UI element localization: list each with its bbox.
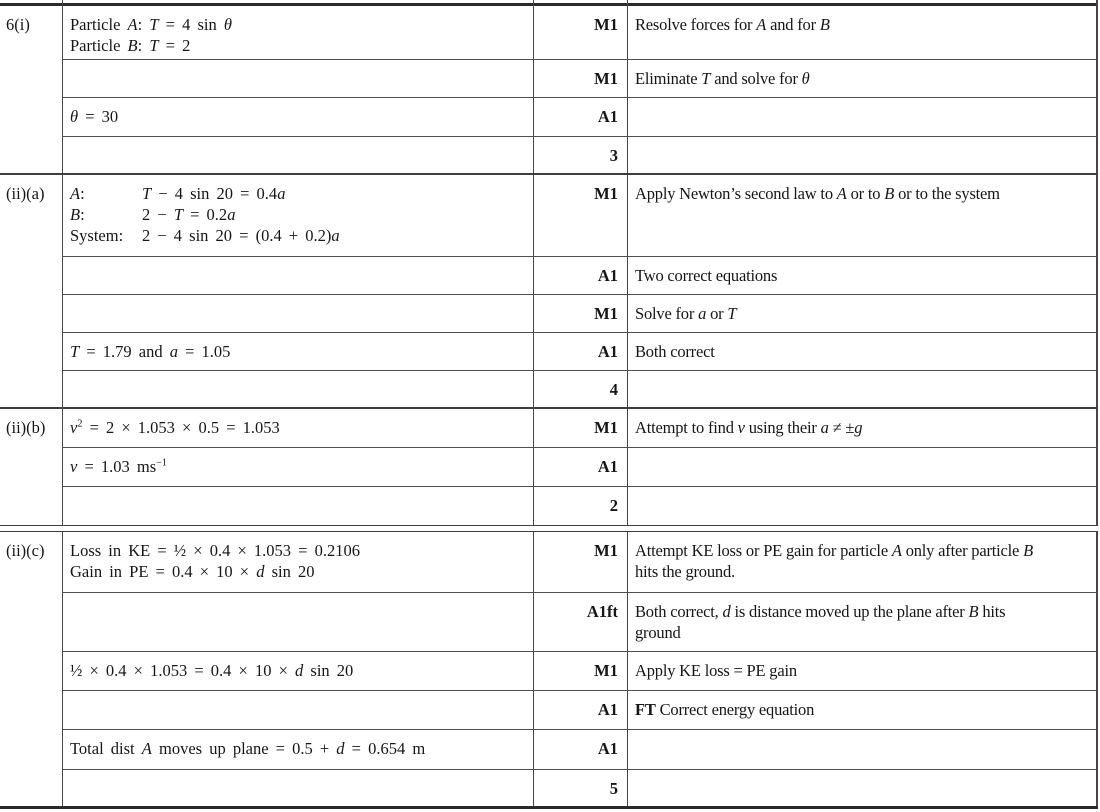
mark-cell: A1	[597, 700, 618, 719]
section-rows	[62, 532, 1098, 806]
answer-cell: Particle A: T = 4 sin θ Particle B: T = 2	[70, 15, 232, 55]
table-row	[62, 98, 1098, 137]
answer-cell	[62, 295, 533, 332]
mark-scheme-section	[0, 532, 1098, 806]
answer-cell	[62, 487, 533, 525]
guidance-cell: Resolve forces for A and for B	[635, 15, 830, 34]
mark-cell: 4	[609, 380, 618, 399]
mark-cell: A1	[597, 457, 618, 476]
guidance-cell	[627, 448, 1098, 486]
section-separator-double	[0, 525, 1098, 532]
answer-cell	[62, 60, 533, 97]
guidance-cell	[627, 730, 1098, 769]
table-row	[62, 333, 1098, 371]
table-row	[62, 295, 1098, 333]
answer-cell: θ = 30	[70, 107, 119, 126]
section-rows	[62, 175, 1098, 407]
table-row	[62, 6, 1098, 60]
table-row	[62, 409, 1098, 448]
mark-cell: M1	[594, 184, 618, 203]
guidance-cell: Both correct, d is distance moved up the plane after B hits ground	[635, 602, 1006, 642]
table-row	[62, 371, 1098, 407]
mark-cell: 3	[609, 146, 618, 165]
answer-cell	[62, 137, 533, 173]
guidance-cell: Apply Newton’s second law to A or to B or to the system	[635, 184, 1000, 203]
equation-label: B:	[70, 205, 85, 224]
mark-cell: M1	[594, 304, 618, 323]
mark-cell: A1	[597, 107, 618, 126]
question-label: (ii)(c)	[6, 541, 45, 560]
table-row	[62, 593, 1098, 652]
mark-cell: M1	[594, 418, 618, 437]
guidance-cell	[627, 770, 1098, 806]
mark-cell: 5	[609, 779, 618, 798]
table-row	[62, 487, 1098, 525]
guidance-cell	[627, 487, 1098, 525]
guidance-cell: FT Correct energy equation	[635, 700, 815, 719]
equation-label: System:	[70, 226, 124, 245]
table-row	[62, 60, 1098, 98]
guidance-cell: Two correct equations	[635, 266, 778, 285]
answer-cell	[62, 371, 533, 407]
equation-body: 2 − 4 sin 20 = (0.4 + 0.2)a	[142, 226, 340, 245]
table-row	[62, 730, 1098, 770]
mark-cell: M1	[594, 541, 618, 560]
mark-cell: A1ft	[586, 602, 618, 621]
guidance-cell: Eliminate T and solve for θ	[635, 69, 810, 88]
answer-cell: $v^2 = 2 \times 1.053 \times 0.5 = 1.053$	[70, 418, 280, 437]
mark-scheme-section	[0, 6, 1098, 173]
guidance-cell	[627, 371, 1098, 407]
table-row	[62, 691, 1098, 730]
question-label: (ii)(b)	[6, 418, 46, 437]
equation-line	[70, 225, 527, 246]
mark-scheme-section	[0, 409, 1098, 525]
equation-line	[70, 183, 527, 204]
mark-scheme-table	[0, 6, 1098, 806]
guidance-cell: Attempt KE loss or PE gain for particle A only after particle B hits the ground.	[635, 541, 1033, 581]
guidance-cell: Both correct	[635, 342, 715, 361]
answer-cell	[62, 593, 533, 651]
mark-cell: M1	[594, 661, 618, 680]
guidance-cell: Attempt to find v using their a ≠ ±g	[635, 418, 863, 437]
equation-body: T − 4 sin 20 = 0.4a	[142, 184, 286, 203]
mark-scheme-section	[0, 175, 1098, 407]
guidance-cell: Apply KE loss = PE gain	[635, 661, 797, 680]
answer-cell	[62, 257, 533, 294]
mark-cell: A1	[597, 266, 618, 285]
guidance-cell: Solve for a or T	[635, 304, 737, 323]
mark-cell: 2	[609, 496, 618, 515]
answer-cell: ½ × 0.4 × 1.053 = 0.4 × 10 × d sin 20	[70, 661, 354, 680]
answer-cell	[62, 175, 533, 256]
table-row	[62, 532, 1098, 593]
table-bottom-border	[0, 806, 1098, 809]
mark-cell: A1	[597, 739, 618, 758]
table-row	[62, 137, 1098, 173]
table-row	[62, 448, 1098, 487]
question-label: 6(i)	[6, 15, 30, 34]
table-row	[62, 175, 1098, 257]
mark-cell: A1	[597, 342, 618, 361]
table-row	[62, 652, 1098, 691]
section-rows	[62, 409, 1098, 525]
equation-body: 2 − T = 0.2a	[142, 205, 236, 224]
answer-cell: v = 1.03 $ms^{-1}$	[70, 457, 168, 476]
answer-cell: Total dist A moves up plane = 0.5 + d = 0.654 m	[70, 739, 426, 758]
answer-cell: T = 1.79 and a = 1.05	[70, 342, 231, 361]
equation-line	[70, 204, 527, 225]
section-rows	[62, 6, 1098, 173]
table-row	[62, 770, 1098, 806]
guidance-cell	[627, 137, 1098, 173]
table-row	[62, 257, 1098, 295]
mark-cell: M1	[594, 69, 618, 88]
question-label: (ii)(a)	[6, 184, 45, 203]
answer-cell	[62, 691, 533, 729]
mark-cell: M1	[594, 15, 618, 34]
answer-cell	[62, 770, 533, 806]
equation-label: A:	[70, 184, 85, 203]
answer-cell: Loss in KE = ½ × 0.4 × 1.053 = 0.2106 Gain in PE = 0.4 × 10 × d sin 20	[70, 541, 360, 581]
guidance-cell	[627, 98, 1098, 136]
